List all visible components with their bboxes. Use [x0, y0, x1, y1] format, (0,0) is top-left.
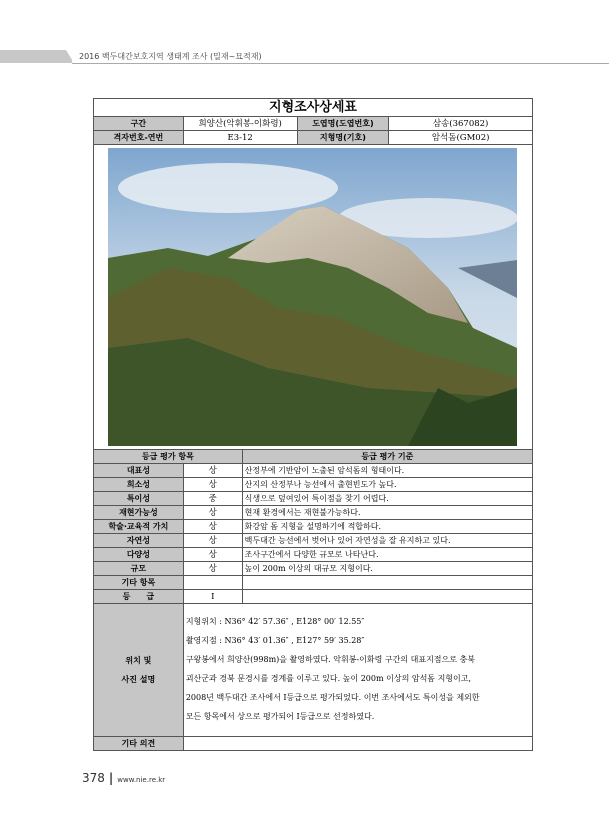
eval-grade: 상 — [183, 562, 242, 576]
eval-criteria — [242, 576, 532, 590]
grid-label: 격자번호-연번 — [94, 131, 184, 145]
eval-criteria: 산지의 산정부나 능선에서 출현빈도가 높다. — [242, 478, 532, 492]
location-description — [183, 604, 532, 737]
footer-url: www.nie.re.kr — [117, 776, 166, 784]
eval-row — [94, 534, 533, 548]
location-label-2: 사진 설명 — [121, 675, 156, 684]
eval-criteria-header: 등급 평가 기준 — [242, 450, 532, 464]
eval-item-header: 등급 평가 항목 — [94, 450, 243, 464]
eval-item: 대표성 — [94, 464, 184, 478]
eval-row — [94, 520, 533, 534]
desc-line: 구왕봉에서 희양산(998m)을 촬영하였다. 악휘봉-이화령 구간의 대표지점으로 충북 — [185, 655, 475, 664]
eval-grade: Ⅰ — [183, 590, 242, 604]
desc-line: 촬영지점 : N36° 43′ 01.36″ , E127° 59′ 35.28″ — [185, 636, 365, 645]
eval-criteria: 화강암 돔 지형을 설명하기에 적합하다. — [242, 520, 532, 534]
header-bar — [0, 50, 72, 63]
eval-grade: 상 — [183, 478, 242, 492]
map-value: 삼송(367082) — [389, 117, 533, 131]
header-rule — [72, 63, 609, 64]
eval-criteria — [242, 590, 532, 604]
eval-row — [94, 464, 533, 478]
desc-line: 괴산군과 경북 문경시를 경계를 이루고 있다. 높이 200m 이상의 암석돔 지형이고, — [185, 674, 472, 683]
running-title: 2016 백두대간보호지역 생태계 조사 (밀재~묘적재) — [79, 52, 262, 61]
form-title: 지형조사상세표 — [94, 99, 533, 117]
eval-grade: 상 — [183, 464, 242, 478]
section-label: 구간 — [94, 117, 184, 131]
eval-criteria: 현재 환경에서는 재현불가능하다. — [242, 506, 532, 520]
eval-grade: 상 — [183, 520, 242, 534]
eval-criteria: 식생으로 덮여있어 특이점을 찾기 어렵다. — [242, 492, 532, 506]
section-value: 희양산(악휘봉-이화령) — [183, 117, 297, 131]
other-opinion-label: 기타 의견 — [94, 737, 184, 751]
eval-grade: 상 — [183, 548, 242, 562]
eval-item: 기타 항목 — [94, 576, 184, 590]
eval-criteria: 산정부에 기반암이 노출된 암석돔의 형태이다. — [242, 464, 532, 478]
landform-label: 지형명(기호) — [297, 131, 389, 145]
eval-grade: 중 — [183, 492, 242, 506]
mountain-photo — [108, 148, 517, 446]
eval-grade: 상 — [183, 534, 242, 548]
eval-grade — [183, 576, 242, 590]
location-label — [94, 604, 184, 737]
eval-criteria: 높이 200m 이상의 대규모 지형이다. — [242, 562, 532, 576]
eval-item: 규모 — [94, 562, 184, 576]
page-number: 378 — [82, 771, 105, 785]
map-label: 도엽명(도엽번호) — [297, 117, 389, 131]
other-opinion-value — [183, 737, 532, 751]
landform-value: 암석돔(GM02) — [389, 131, 533, 145]
eval-row — [94, 562, 533, 576]
photo-cell — [94, 145, 533, 450]
desc-line: 2008년 백두대간 조사에서 Ⅰ등급으로 평가되었다. 이번 조사에서도 특이성을 제외한 — [185, 693, 480, 702]
eval-item: 다양성 — [94, 548, 184, 562]
landform-survey-table — [93, 98, 533, 751]
eval-item: 자연성 — [94, 534, 184, 548]
eval-row — [94, 478, 533, 492]
eval-row — [94, 590, 533, 604]
eval-row — [94, 492, 533, 506]
desc-line: 지형위치 : N36° 42′ 57.36″ , E128° 00′ 12.55″ — [185, 617, 365, 626]
eval-criteria: 백두대간 능선에서 벗어나 있어 자연성을 잘 유지하고 있다. — [242, 534, 532, 548]
grid-value: E3-12 — [183, 131, 297, 145]
eval-criteria: 조사구간에서 다양한 규모로 나타난다. — [242, 548, 532, 562]
location-label-1: 위치 및 — [125, 656, 152, 665]
eval-item: 재현가능성 — [94, 506, 184, 520]
footer: 378 | www.nie.re.kr — [82, 771, 166, 785]
eval-row — [94, 506, 533, 520]
eval-row — [94, 548, 533, 562]
eval-row — [94, 576, 533, 590]
eval-item: 등 급 — [94, 590, 184, 604]
eval-item: 학술·교육적 가치 — [94, 520, 184, 534]
eval-item: 특이성 — [94, 492, 184, 506]
eval-item: 희소성 — [94, 478, 184, 492]
desc-line: 모든 항목에서 상으로 평가되어 Ⅰ등급으로 선정하였다. — [185, 712, 375, 721]
eval-grade: 상 — [183, 506, 242, 520]
